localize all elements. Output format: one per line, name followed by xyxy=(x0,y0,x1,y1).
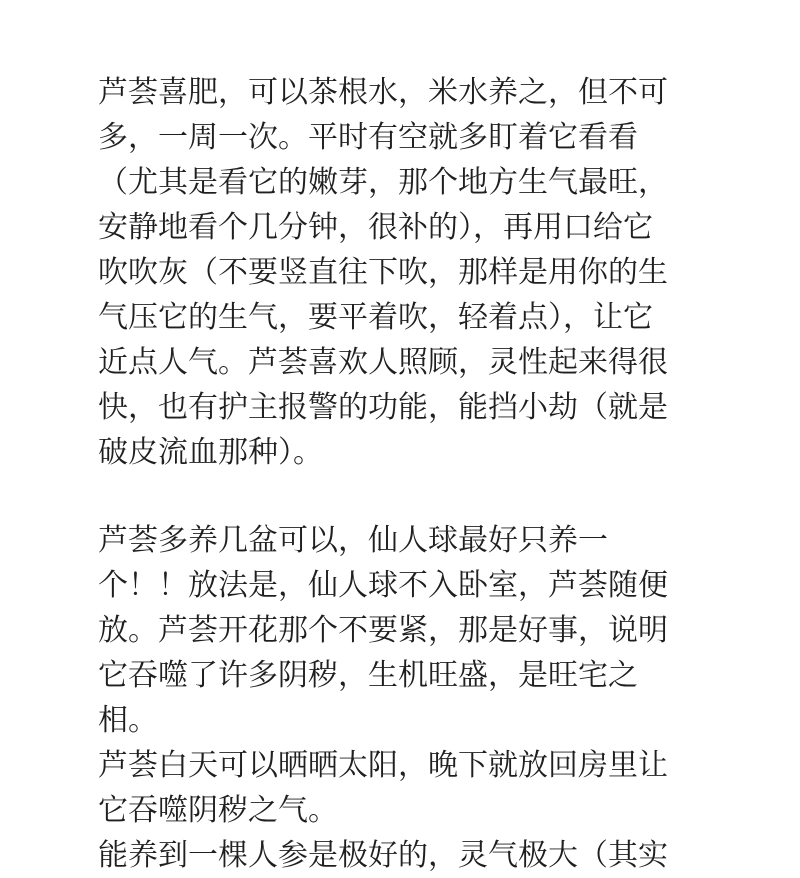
text-line: 能养到一棵人参是极好的，灵气极大（其实 xyxy=(98,838,668,873)
text-line: 近点人气。芦荟喜欢人照顾，灵性起来得很 xyxy=(98,345,668,380)
text-line: 芦荟喜肥，可以茶根水，米水养之，但不可 xyxy=(98,75,668,110)
paragraph-3 xyxy=(98,743,718,833)
article-text xyxy=(98,70,718,878)
paragraph-2 xyxy=(98,518,718,743)
text-line: 它吞噬了许多阴秽，生机旺盛，是旺宅之 xyxy=(98,658,638,693)
text-line: 快，也有护主报警的功能，能挡小劫（就是 xyxy=(98,390,668,425)
text-line: （尤其是看它的嫩芽，那个地方生气最旺， xyxy=(98,165,668,200)
paragraph-4 xyxy=(98,833,718,878)
text-line: 多，一周一次。平时有空就多盯着它看看 xyxy=(98,120,638,155)
paragraph-1 xyxy=(98,70,718,475)
text-line: 它吞噬阴秽之气。 xyxy=(98,793,338,828)
text-line: 芦荟白天可以晒晒太阳，晚下就放回房里让 xyxy=(98,748,668,783)
text-line: 安静地看个几分钟，很补的），再用口给它 xyxy=(98,210,653,245)
text-line: 放。芦荟开花那个不要紧，那是好事，说明 xyxy=(98,613,668,648)
text-line: 芦荟多养几盆可以，仙人球最好只养一 xyxy=(98,523,608,558)
text-line: 吹吹灰（不要竖直往下吹，那样是用你的生 xyxy=(98,255,668,290)
paragraph-gap xyxy=(98,475,718,518)
text-line: 个！！放法是，仙人球不入卧室，芦荟随便 xyxy=(98,568,668,603)
text-line: 相。 xyxy=(98,703,158,738)
text-line: 破皮流血那种）。 xyxy=(98,435,323,470)
text-line: 气压它的生气，要平着吹，轻着点），让它 xyxy=(98,300,653,335)
